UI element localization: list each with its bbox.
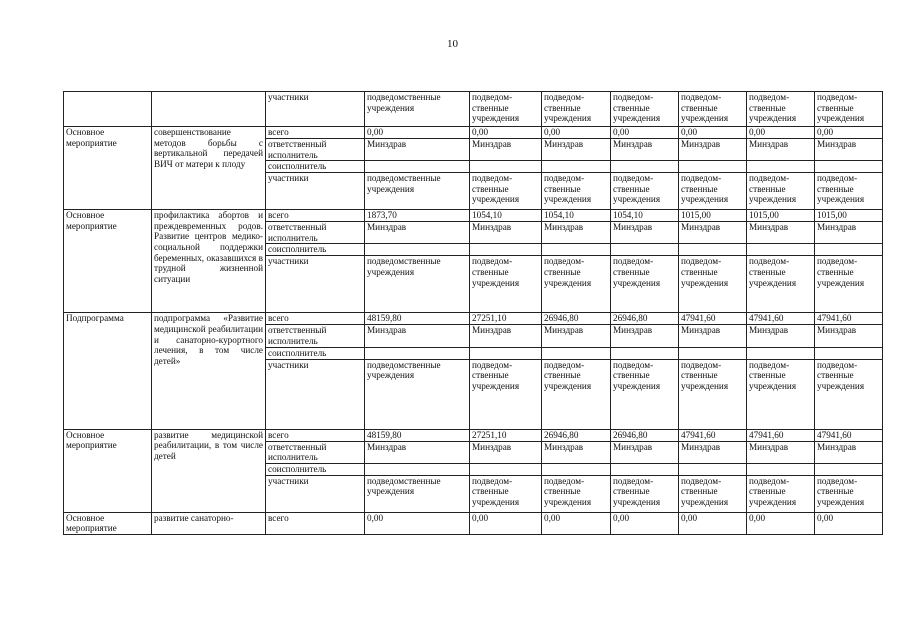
value-cell: 47941,60: [679, 429, 747, 441]
value-cell: подведом- ственные учреждения: [679, 475, 747, 512]
value-cell: подведом- ственные учреждения: [611, 256, 679, 313]
value-cell: 1054,10: [470, 210, 542, 222]
row-label-cell: участники: [266, 92, 365, 127]
value-cell: Минздрав: [470, 325, 542, 347]
table-row: [64, 92, 883, 127]
value-cell: Минздрав: [815, 441, 883, 463]
value-cell: подведом- ственные учреждения: [815, 475, 883, 512]
value-cell: [542, 161, 611, 173]
measure-type-cell: Основное мероприятие: [64, 210, 152, 313]
value-cell: подведом- ственные учреждения: [747, 359, 815, 429]
value-cell: подведомственные учреждения: [365, 92, 470, 127]
row-label-cell: ответственный исполнитель: [266, 325, 365, 347]
value-cell: Минздрав: [679, 325, 747, 347]
value-cell: [815, 347, 883, 359]
table-row: [64, 429, 883, 441]
measure-name-cell: [152, 92, 266, 127]
value-cell: подведом- ственные учреждения: [470, 256, 542, 313]
program-funding-table: [63, 91, 883, 535]
value-cell: подведом- ственные учреждения: [542, 173, 611, 210]
value-cell: 0,00: [470, 127, 542, 139]
value-cell: Минздрав: [365, 139, 470, 161]
value-cell: подведом- ственные учреждения: [747, 475, 815, 512]
value-cell: Минздрав: [542, 441, 611, 463]
value-cell: [365, 347, 470, 359]
value-cell: 1873,70: [365, 210, 470, 222]
value-cell: [542, 463, 611, 475]
value-cell: подведомственные учреждения: [365, 475, 470, 512]
value-cell: 0,00: [542, 127, 611, 139]
row-label-cell: участники: [266, 256, 365, 313]
table-row: [64, 210, 883, 222]
row-label-cell: ответственный исполнитель: [266, 441, 365, 463]
value-cell: [679, 244, 747, 256]
value-cell: 1054,10: [611, 210, 679, 222]
value-cell: 1054,10: [542, 210, 611, 222]
row-label-cell: участники: [266, 359, 365, 429]
value-cell: 26946,80: [611, 429, 679, 441]
value-cell: 26946,80: [611, 313, 679, 325]
value-cell: 0,00: [815, 512, 883, 534]
value-cell: 48159,80: [365, 429, 470, 441]
value-cell: [611, 244, 679, 256]
value-cell: Минздрав: [815, 325, 883, 347]
value-cell: 1015,00: [815, 210, 883, 222]
value-cell: [679, 347, 747, 359]
row-label-cell: соисполнитель: [266, 244, 365, 256]
value-cell: Минздрав: [611, 139, 679, 161]
value-cell: Минздрав: [815, 139, 883, 161]
value-cell: подведом- ственные учреждения: [611, 475, 679, 512]
value-cell: 0,00: [747, 127, 815, 139]
value-cell: [611, 161, 679, 173]
value-cell: 0,00: [611, 512, 679, 534]
value-cell: [365, 244, 470, 256]
value-cell: [542, 244, 611, 256]
value-cell: [747, 463, 815, 475]
value-cell: 26946,80: [542, 313, 611, 325]
value-cell: Минздрав: [611, 441, 679, 463]
row-label-cell: ответственный исполнитель: [266, 222, 365, 244]
value-cell: 0,00: [470, 512, 542, 534]
value-cell: Минздрав: [542, 139, 611, 161]
value-cell: [815, 244, 883, 256]
row-label-cell: всего: [266, 127, 365, 139]
value-cell: подведом- ственные учреждения: [679, 92, 747, 127]
value-cell: [747, 347, 815, 359]
value-cell: подведом- ственные учреждения: [542, 256, 611, 313]
value-cell: Минздрав: [679, 222, 747, 244]
value-cell: подведом- ственные учреждения: [611, 173, 679, 210]
value-cell: Минздрав: [747, 222, 815, 244]
value-cell: подведом- ственные учреждения: [747, 92, 815, 127]
value-cell: [470, 347, 542, 359]
value-cell: 27251,10: [470, 313, 542, 325]
value-cell: Минздрав: [679, 441, 747, 463]
value-cell: [470, 463, 542, 475]
value-cell: 0,00: [365, 127, 470, 139]
row-label-cell: соисполнитель: [266, 463, 365, 475]
value-cell: подведомственные учреждения: [365, 256, 470, 313]
value-cell: подведом- ственные учреждения: [611, 92, 679, 127]
value-cell: подведом- ственные учреждения: [815, 92, 883, 127]
value-cell: 47941,60: [747, 313, 815, 325]
value-cell: подведом- ственные учреждения: [611, 359, 679, 429]
value-cell: подведом- ственные учреждения: [815, 256, 883, 313]
row-label-cell: всего: [266, 210, 365, 222]
row-label-cell: всего: [266, 512, 365, 534]
value-cell: подведом- ственные учреждения: [815, 359, 883, 429]
value-cell: 0,00: [747, 512, 815, 534]
row-label-cell: ответственный исполнитель: [266, 139, 365, 161]
value-cell: подведом- ственные учреждения: [542, 475, 611, 512]
value-cell: [611, 347, 679, 359]
value-cell: 0,00: [815, 127, 883, 139]
value-cell: 1015,00: [679, 210, 747, 222]
value-cell: [470, 244, 542, 256]
value-cell: подведом- ственные учреждения: [747, 256, 815, 313]
value-cell: Минздрав: [542, 222, 611, 244]
value-cell: 1015,00: [747, 210, 815, 222]
value-cell: Минздрав: [747, 325, 815, 347]
value-cell: 26946,80: [542, 429, 611, 441]
measure-name-cell: развитие санаторно-: [152, 512, 266, 534]
value-cell: Минздрав: [542, 325, 611, 347]
row-label-cell: участники: [266, 475, 365, 512]
measure-type-cell: Подпрограмма: [64, 313, 152, 429]
measure-name-cell: профилактика абортов и преждевременных родов. Развитие центров медико-социальной поддержки беременных, оказавшихся в трудной жизненной ситуации: [152, 210, 266, 313]
value-cell: подведом- ственные учреждения: [747, 173, 815, 210]
value-cell: Минздрав: [365, 325, 470, 347]
measure-name-cell: совершенствование методов борьбы с вертикальной передачей ВИЧ от матери к плоду: [152, 127, 266, 210]
value-cell: подведом- ственные учреждения: [679, 173, 747, 210]
value-cell: Минздрав: [611, 222, 679, 244]
value-cell: Минздрав: [365, 441, 470, 463]
value-cell: [470, 161, 542, 173]
row-label-cell: участники: [266, 173, 365, 210]
value-cell: 0,00: [611, 127, 679, 139]
value-cell: подведом- ственные учреждения: [542, 359, 611, 429]
value-cell: Минздрав: [470, 222, 542, 244]
value-cell: [679, 161, 747, 173]
value-cell: 47941,60: [679, 313, 747, 325]
value-cell: 47941,60: [747, 429, 815, 441]
table-row: [64, 127, 883, 139]
value-cell: Минздрав: [365, 222, 470, 244]
value-cell: [815, 161, 883, 173]
value-cell: [679, 463, 747, 475]
value-cell: подведом- ственные учреждения: [470, 359, 542, 429]
measure-type-cell: Основное мероприятие: [64, 127, 152, 210]
value-cell: Минздрав: [679, 139, 747, 161]
page-number: 10: [447, 38, 458, 50]
measure-name-cell: развитие медицинской реабилитации, в том числе детей: [152, 429, 266, 512]
measure-type-cell: Основное мероприятие: [64, 512, 152, 534]
value-cell: [747, 161, 815, 173]
value-cell: подведом- ственные учреждения: [470, 475, 542, 512]
value-cell: подведом- ственные учреждения: [470, 92, 542, 127]
value-cell: Минздрав: [747, 139, 815, 161]
value-cell: [365, 161, 470, 173]
value-cell: 0,00: [542, 512, 611, 534]
value-cell: 0,00: [365, 512, 470, 534]
value-cell: 0,00: [679, 512, 747, 534]
value-cell: [611, 463, 679, 475]
value-cell: подведом- ственные учреждения: [815, 173, 883, 210]
value-cell: Минздрав: [470, 441, 542, 463]
value-cell: 27251,10: [470, 429, 542, 441]
value-cell: [542, 347, 611, 359]
table-row: [64, 512, 883, 534]
value-cell: [747, 244, 815, 256]
measure-type-cell: Основное мероприятие: [64, 429, 152, 512]
value-cell: подведомственные учреждения: [365, 359, 470, 429]
value-cell: 48159,80: [365, 313, 470, 325]
measure-name-cell: подпрограмма «Развитие медицинской реабилитации и санаторно-курортного лечения, в том числе детей»: [152, 313, 266, 429]
row-label-cell: всего: [266, 429, 365, 441]
value-cell: подведом- ственные учреждения: [470, 173, 542, 210]
value-cell: [815, 463, 883, 475]
value-cell: подведом- ственные учреждения: [542, 92, 611, 127]
row-label-cell: соисполнитель: [266, 161, 365, 173]
measure-type-cell: [64, 92, 152, 127]
value-cell: Минздрав: [470, 139, 542, 161]
value-cell: 47941,60: [815, 429, 883, 441]
value-cell: Минздрав: [611, 325, 679, 347]
value-cell: подведомственные учреждения: [365, 173, 470, 210]
value-cell: Минздрав: [815, 222, 883, 244]
value-cell: 0,00: [679, 127, 747, 139]
value-cell: Минздрав: [747, 441, 815, 463]
row-label-cell: всего: [266, 313, 365, 325]
row-label-cell: соисполнитель: [266, 347, 365, 359]
value-cell: 47941,60: [815, 313, 883, 325]
table-row: [64, 313, 883, 325]
value-cell: [365, 463, 470, 475]
value-cell: подведом- ственные учреждения: [679, 256, 747, 313]
value-cell: подведом- ственные учреждения: [679, 359, 747, 429]
